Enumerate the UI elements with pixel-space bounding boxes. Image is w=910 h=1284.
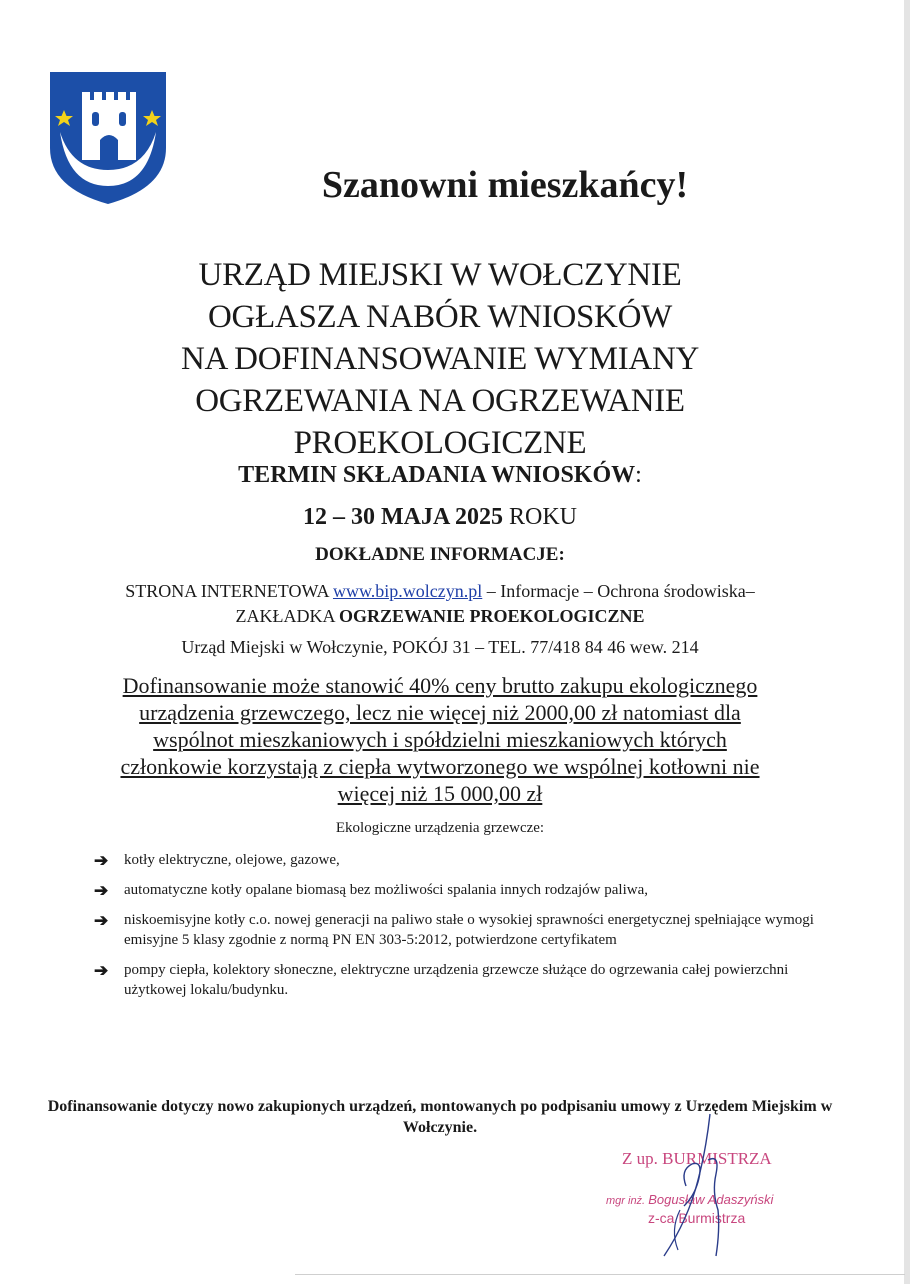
arrow-right-icon: ➔ — [94, 851, 109, 870]
arrow-right-icon: ➔ — [94, 911, 109, 930]
website-prefix: STRONA INTERNETOWA — [125, 581, 333, 601]
list-item — [94, 960, 824, 1000]
subsidy-line: wspólnot mieszkaniowych i spółdzielni mieszkaniowych których — [153, 727, 727, 752]
subsidy-paragraph — [60, 672, 820, 807]
stamp-degree: mgr inż. — [606, 1195, 649, 1207]
info-label: DOKŁADNE INFORMACJE: — [315, 544, 565, 565]
list-item-text: automatyczne kotły opalane biomasą bez możliwości spalania innych rodzajów paliwa, — [124, 882, 648, 898]
tab-prefix: ZAKŁADKA — [235, 606, 339, 626]
deadline-label — [0, 462, 880, 489]
device-list — [94, 850, 824, 1010]
subsidy-line: urządzenia grzewczego, lecz nie więcej niż 2000,00 zł natomiast dla — [139, 700, 741, 725]
stamp-title: Z up. BURMISTRZA — [622, 1149, 772, 1168]
website-info — [0, 579, 880, 629]
headline-line: OGŁASZA NABÓR WNIOSKÓW — [208, 299, 672, 335]
arrow-right-icon: ➔ — [94, 961, 109, 980]
website-link[interactable]: www.bip.wolczyn.pl — [332, 581, 483, 601]
deadline-dates — [0, 504, 880, 531]
announcement-headline — [0, 254, 880, 464]
arrow-right-icon: ➔ — [94, 881, 109, 900]
divider — [295, 1274, 905, 1275]
list-item — [94, 850, 824, 870]
list-item — [94, 880, 824, 900]
list-item-text: pompy ciepła, kolektory słoneczne, elektryczne urządzenia grzewcze służące do ogrzewania całej powierzchni użytkowej lokalu/budynku. — [124, 962, 789, 998]
subsidy-line: Dofinansowanie może stanowić 40% ceny brutto zakupu ekologicznego — [122, 673, 758, 698]
headline-line: NA DOFINANSOWANIE WYMIANY — [180, 341, 700, 377]
list-item-text: niskoemisyjne kotły c.o. nowej generacji na paliwo stałe o wysokiej sprawności energetycznej spełniające wymogi emisyjne 5 klasy zgodnie z normą PN EN 303-5:2012, potwierdzone certyfikatem — [124, 912, 814, 948]
deadline-dates-range: 12 – 30 MAJA 2025 — [302, 504, 503, 530]
headline-line: PROEKOLOGICZNE — [293, 425, 587, 461]
deadline-dates-suffix: ROKU — [502, 504, 577, 530]
stamp-role: z-ca Burmistrza — [648, 1210, 746, 1226]
list-item-text: kotły elektryczne, olejowe, gazowe, — [124, 852, 340, 868]
website-suffix: – Informacje – Ochrona środowiska– — [482, 581, 755, 601]
deadline-label-text: TERMIN SKŁADANIA WNIOSKÓW — [238, 462, 636, 488]
eligibility-note: Dofinansowanie dotyczy nowo zakupionych urządzeń, montowanych po podpisaniu umowy z Urzędem Miejskim w Wołczynie. — [47, 1098, 833, 1136]
subsidy-line: więcej niż 15 000,00 zł — [337, 781, 543, 806]
stamp-name-text: Bogusław Adaszyński — [648, 1192, 774, 1207]
contact-info: Urząd Miejski w Wołczynie, POKÓJ 31 – TEL. 77/418 84 46 wew. 214 — [181, 637, 699, 657]
greeting-heading: Szanowni mieszkańcy! — [321, 164, 689, 206]
headline-line: URZĄD MIEJSKI W WOŁCZYNIE — [198, 257, 682, 293]
list-item — [94, 910, 824, 950]
tab-name: OGRZEWANIE PROEKOLOGICZNE — [338, 606, 645, 626]
handwritten-signature — [640, 1110, 760, 1260]
deadline-colon: : — [635, 462, 642, 488]
headline-line: OGRZEWANIA NA OGRZEWANIE — [195, 383, 685, 419]
devices-label: Ekologiczne urządzenia grzewcze: — [335, 820, 545, 836]
subsidy-line: członkowie korzystają z ciepła wytworzonego we wspólnej kotłowni nie — [120, 754, 760, 779]
